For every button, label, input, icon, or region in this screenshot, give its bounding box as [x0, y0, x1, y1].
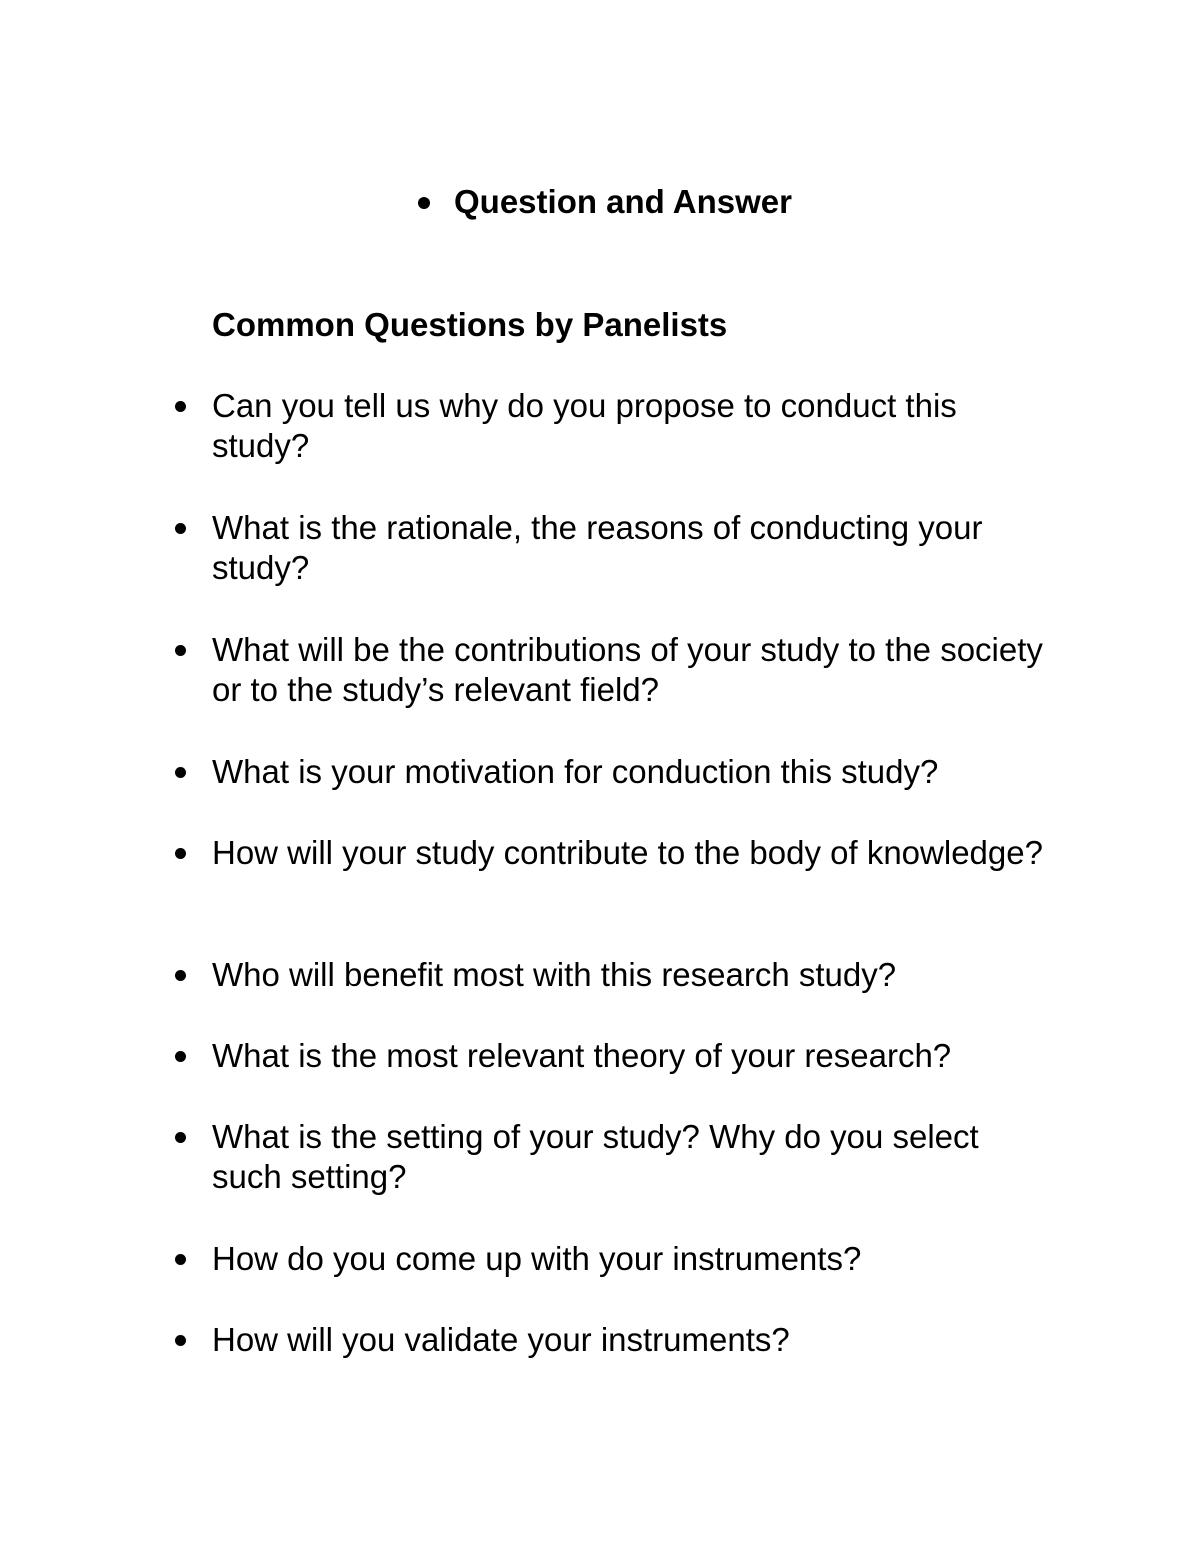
question-text: What is the setting of your study? Why do you select such setting? [212, 1118, 979, 1195]
bullet-icon [175, 401, 186, 412]
question-text: What is the rationale, the reasons of conducting your study? [212, 509, 983, 586]
bullet-icon [175, 1254, 186, 1265]
question-item-8 [175, 1117, 1055, 1197]
question-text: How will your study contribute to the body of knowledge? [212, 834, 1043, 871]
subheading: Common Questions by Panelists [212, 306, 728, 343]
question-item-4 [175, 752, 1055, 792]
question-text: How do you come up with your instruments? [212, 1240, 862, 1277]
question-item-7 [175, 1036, 1055, 1076]
question-item-1 [175, 386, 1055, 466]
question-text: What will be the contributions of your study to the society or to the study’s relevant field? [212, 631, 1043, 708]
question-item-2 [175, 508, 1055, 588]
bullet-icon [175, 1335, 186, 1346]
bullet-icon [175, 1051, 186, 1062]
question-item-3 [175, 630, 1055, 710]
question-text: Can you tell us why do you propose to conduct this study? [212, 387, 957, 464]
bullet-icon [175, 1132, 186, 1143]
bullet-icon [175, 970, 186, 981]
question-text: What is the most relevant theory of your research? [212, 1037, 952, 1074]
question-text: What is your motivation for conduction this study? [212, 753, 939, 790]
bullet-icon [175, 767, 186, 778]
bullet-icon [175, 848, 186, 859]
question-item-9 [175, 1239, 1055, 1279]
section-title-text: Question and Answer [454, 183, 792, 220]
question-item-5 [175, 833, 1055, 873]
question-text: How will you validate your instruments? [212, 1321, 790, 1358]
question-text: Who will benefit most with this research study? [212, 956, 897, 993]
question-item-10 [175, 1320, 1055, 1360]
bullet-icon [175, 645, 186, 656]
question-item-6 [175, 955, 1055, 995]
bullet-icon [175, 523, 186, 534]
